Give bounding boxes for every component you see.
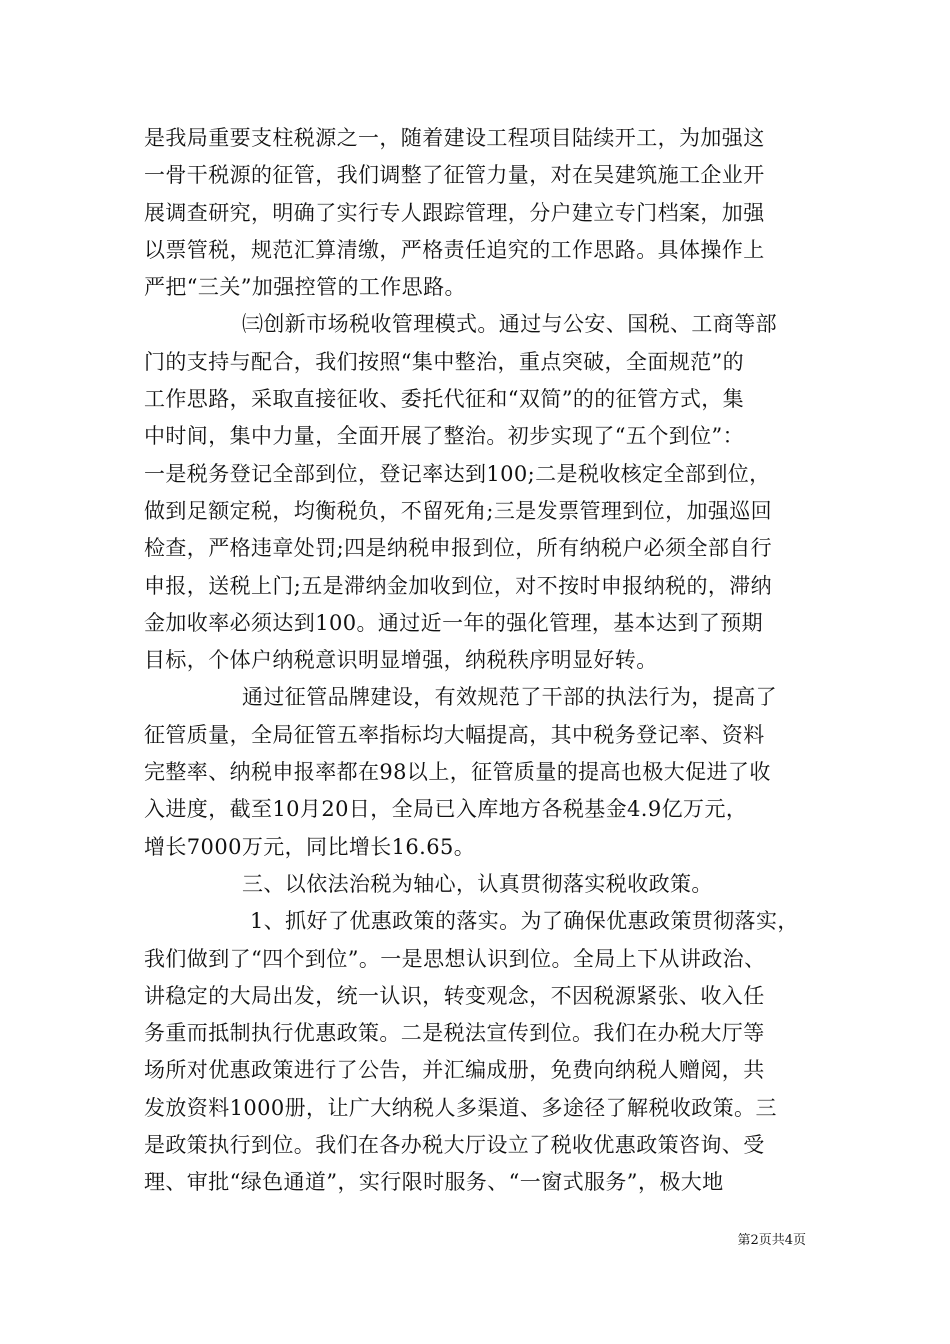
- text-line: ㈢创新市场税收管理模式。通过与公安、国税、工商等部: [242, 312, 777, 337]
- text-line: 工作思路，采取直接征收、委托代征和“双简”的的征管方式，集: [144, 387, 745, 412]
- text-line: 门的支持与配合，我们按照“集中整治，重点突破，全面规范”的: [144, 349, 745, 374]
- text-line: 征管质量，全局征管五率指标均大幅提高，其中税务登记率、资料: [144, 722, 765, 747]
- text-line: 是政策执行到位。我们在各办税大厅设立了税收优惠政策咨询、受: [144, 1133, 765, 1158]
- text-line: 做到足额定税，均衡税负，不留死角;三是发票管理到位，加强巡回: [144, 498, 773, 523]
- text-line: 我们做到了“四个到位”。一是思想认识到位。全局上下从讲政治、: [144, 946, 766, 971]
- document-body: [144, 120, 819, 1202]
- text-line: 中时间，集中力量，全面开展了整治。初步实现了“五个到位”：: [144, 424, 745, 449]
- text-line: 完整率、纳税申报率都在98以上，征管质量的提高也极大促进了收: [144, 760, 771, 785]
- text-line: 讲稳定的大局出发，统一认识，转变观念，不因税源紧张、收入任: [144, 983, 765, 1008]
- text-line: 是我局重要支柱税源之一，随着建设工程项目陆续开工，为加强这: [144, 126, 765, 150]
- text-line: 增长7000万元，同比增长16.65。: [144, 834, 476, 859]
- text-line: 通过征管品牌建设，有效规范了干部的执法行为，提高了: [242, 685, 777, 710]
- text-line: 展调查研究，明确了实行专人跟踪管理，分户建立专门档案，加强: [144, 200, 765, 225]
- page-number-footer: 第2页共4页: [737, 1233, 806, 1248]
- text-line: 理、审批“绿色通道”，实行限时服务、“一窗式服务”，极大地: [144, 1170, 724, 1195]
- section-heading: 三、以依法治税为轴心，认真贯彻落实税收政策。: [242, 871, 713, 896]
- text-line: 检查，严格违章处罚;四是纳税申报到位，所有纳税户必须全部自行: [144, 536, 773, 561]
- text-line: 1、抓好了优惠政策的落实。为了确保优惠政策贯彻落实，: [250, 909, 799, 934]
- text-line: 金加收率必须达到100。通过近一年的强化管理，基本达到了预期: [144, 610, 764, 635]
- text-line: 以票管税，规范汇算清缴，严格责任追究的工作思路。具体操作上: [144, 237, 765, 262]
- text-line: 一骨干税源的征管，我们调整了征管力量，对在吴建筑施工企业开: [144, 163, 765, 188]
- text-line: 一是税务登记全部到位，登记率达到100;二是税收核定全部到位，: [144, 461, 771, 486]
- text-line: 申报，送税上门;五是滞纳金加收到位，对不按时申报纳税的，滞纳: [144, 573, 773, 598]
- text-line: 发放资料1000册，让广大纳税人多渠道、多途径了解税收政策。三: [144, 1095, 777, 1120]
- text-line: 场所对优惠政策进行了公告，并汇编成册，免费向纳税人赠阅，共: [144, 1058, 765, 1083]
- text-line: 严把“三关”加强控管的工作思路。: [144, 275, 466, 300]
- text-line: 目标，个体户纳税意识明显增强，纳税秩序明显好转。: [144, 648, 658, 673]
- text-line: 务重而抵制执行优惠政策。二是税法宣传到位。我们在办税大厅等: [144, 1021, 765, 1046]
- text-line: 入进度，截至10月20日，全局已入库地方各税基金4.9亿万元，: [144, 797, 748, 822]
